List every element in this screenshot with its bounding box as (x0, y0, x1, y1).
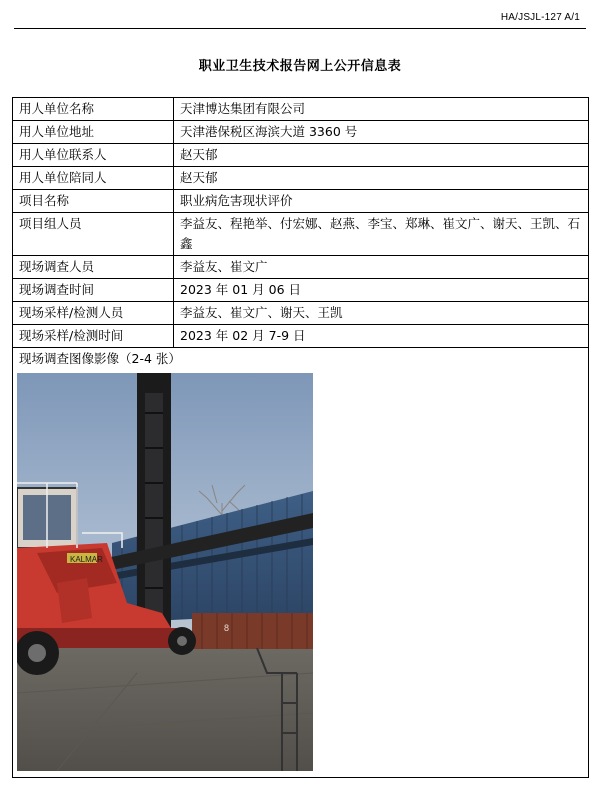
row-label: 现场调查人员 (13, 256, 174, 279)
row-label: 用人单位陪同人 (13, 167, 174, 190)
table-row (13, 167, 589, 190)
photo-caption: 现场调查图像影像（2-4 张） (19, 351, 181, 366)
row-label: 现场采样/检测时间 (13, 325, 174, 348)
row-value: 天津博达集团有限公司 (174, 98, 589, 121)
row-value: 2023 年 01 月 06 日 (174, 279, 589, 302)
row-label: 现场调查时间 (13, 279, 174, 302)
row-value: 2023 年 02 月 7-9 日 (174, 325, 589, 348)
table-row (13, 302, 589, 325)
row-label: 用人单位名称 (13, 98, 174, 121)
row-label: 用人单位地址 (13, 121, 174, 144)
page-title: 职业卫生技术报告网上公开信息表 (198, 59, 402, 74)
row-label: 用人单位联系人 (13, 144, 174, 167)
brand-mark: KALMAR (70, 555, 103, 564)
photo-cell (13, 348, 589, 778)
row-value: 赵天郁 (174, 144, 589, 167)
table-row (13, 213, 589, 256)
container-number: 8 (224, 623, 230, 633)
header-rule (14, 28, 586, 29)
row-value: 天津港保税区海滨大道 3360 号 (174, 121, 589, 144)
row-label: 现场采样/检测人员 (13, 302, 174, 325)
photo-row (13, 348, 589, 778)
row-value: 赵天郁 (174, 167, 589, 190)
table-row (13, 256, 589, 279)
row-value: 李益友、崔文广、谢天、王凯 (174, 302, 589, 325)
row-label: 项目组人员 (13, 213, 174, 256)
table-row (13, 144, 589, 167)
info-table (12, 97, 589, 778)
row-value: 李益友、程艳举、付宏娜、赵燕、李宝、郑琳、崔文广、谢天、王凯、石鑫 (174, 213, 589, 256)
table-row (13, 121, 589, 144)
row-value: 李益友、崔文广 (174, 256, 589, 279)
table-row (13, 279, 589, 302)
table-row (13, 98, 589, 121)
document-code: HA/JSJL-127 A/1 (500, 12, 580, 23)
table-row (13, 190, 589, 213)
table-row (13, 325, 589, 348)
row-value: 职业病危害现状评价 (174, 190, 589, 213)
site-photo (17, 373, 313, 771)
row-label: 项目名称 (13, 190, 174, 213)
mast (137, 373, 171, 633)
